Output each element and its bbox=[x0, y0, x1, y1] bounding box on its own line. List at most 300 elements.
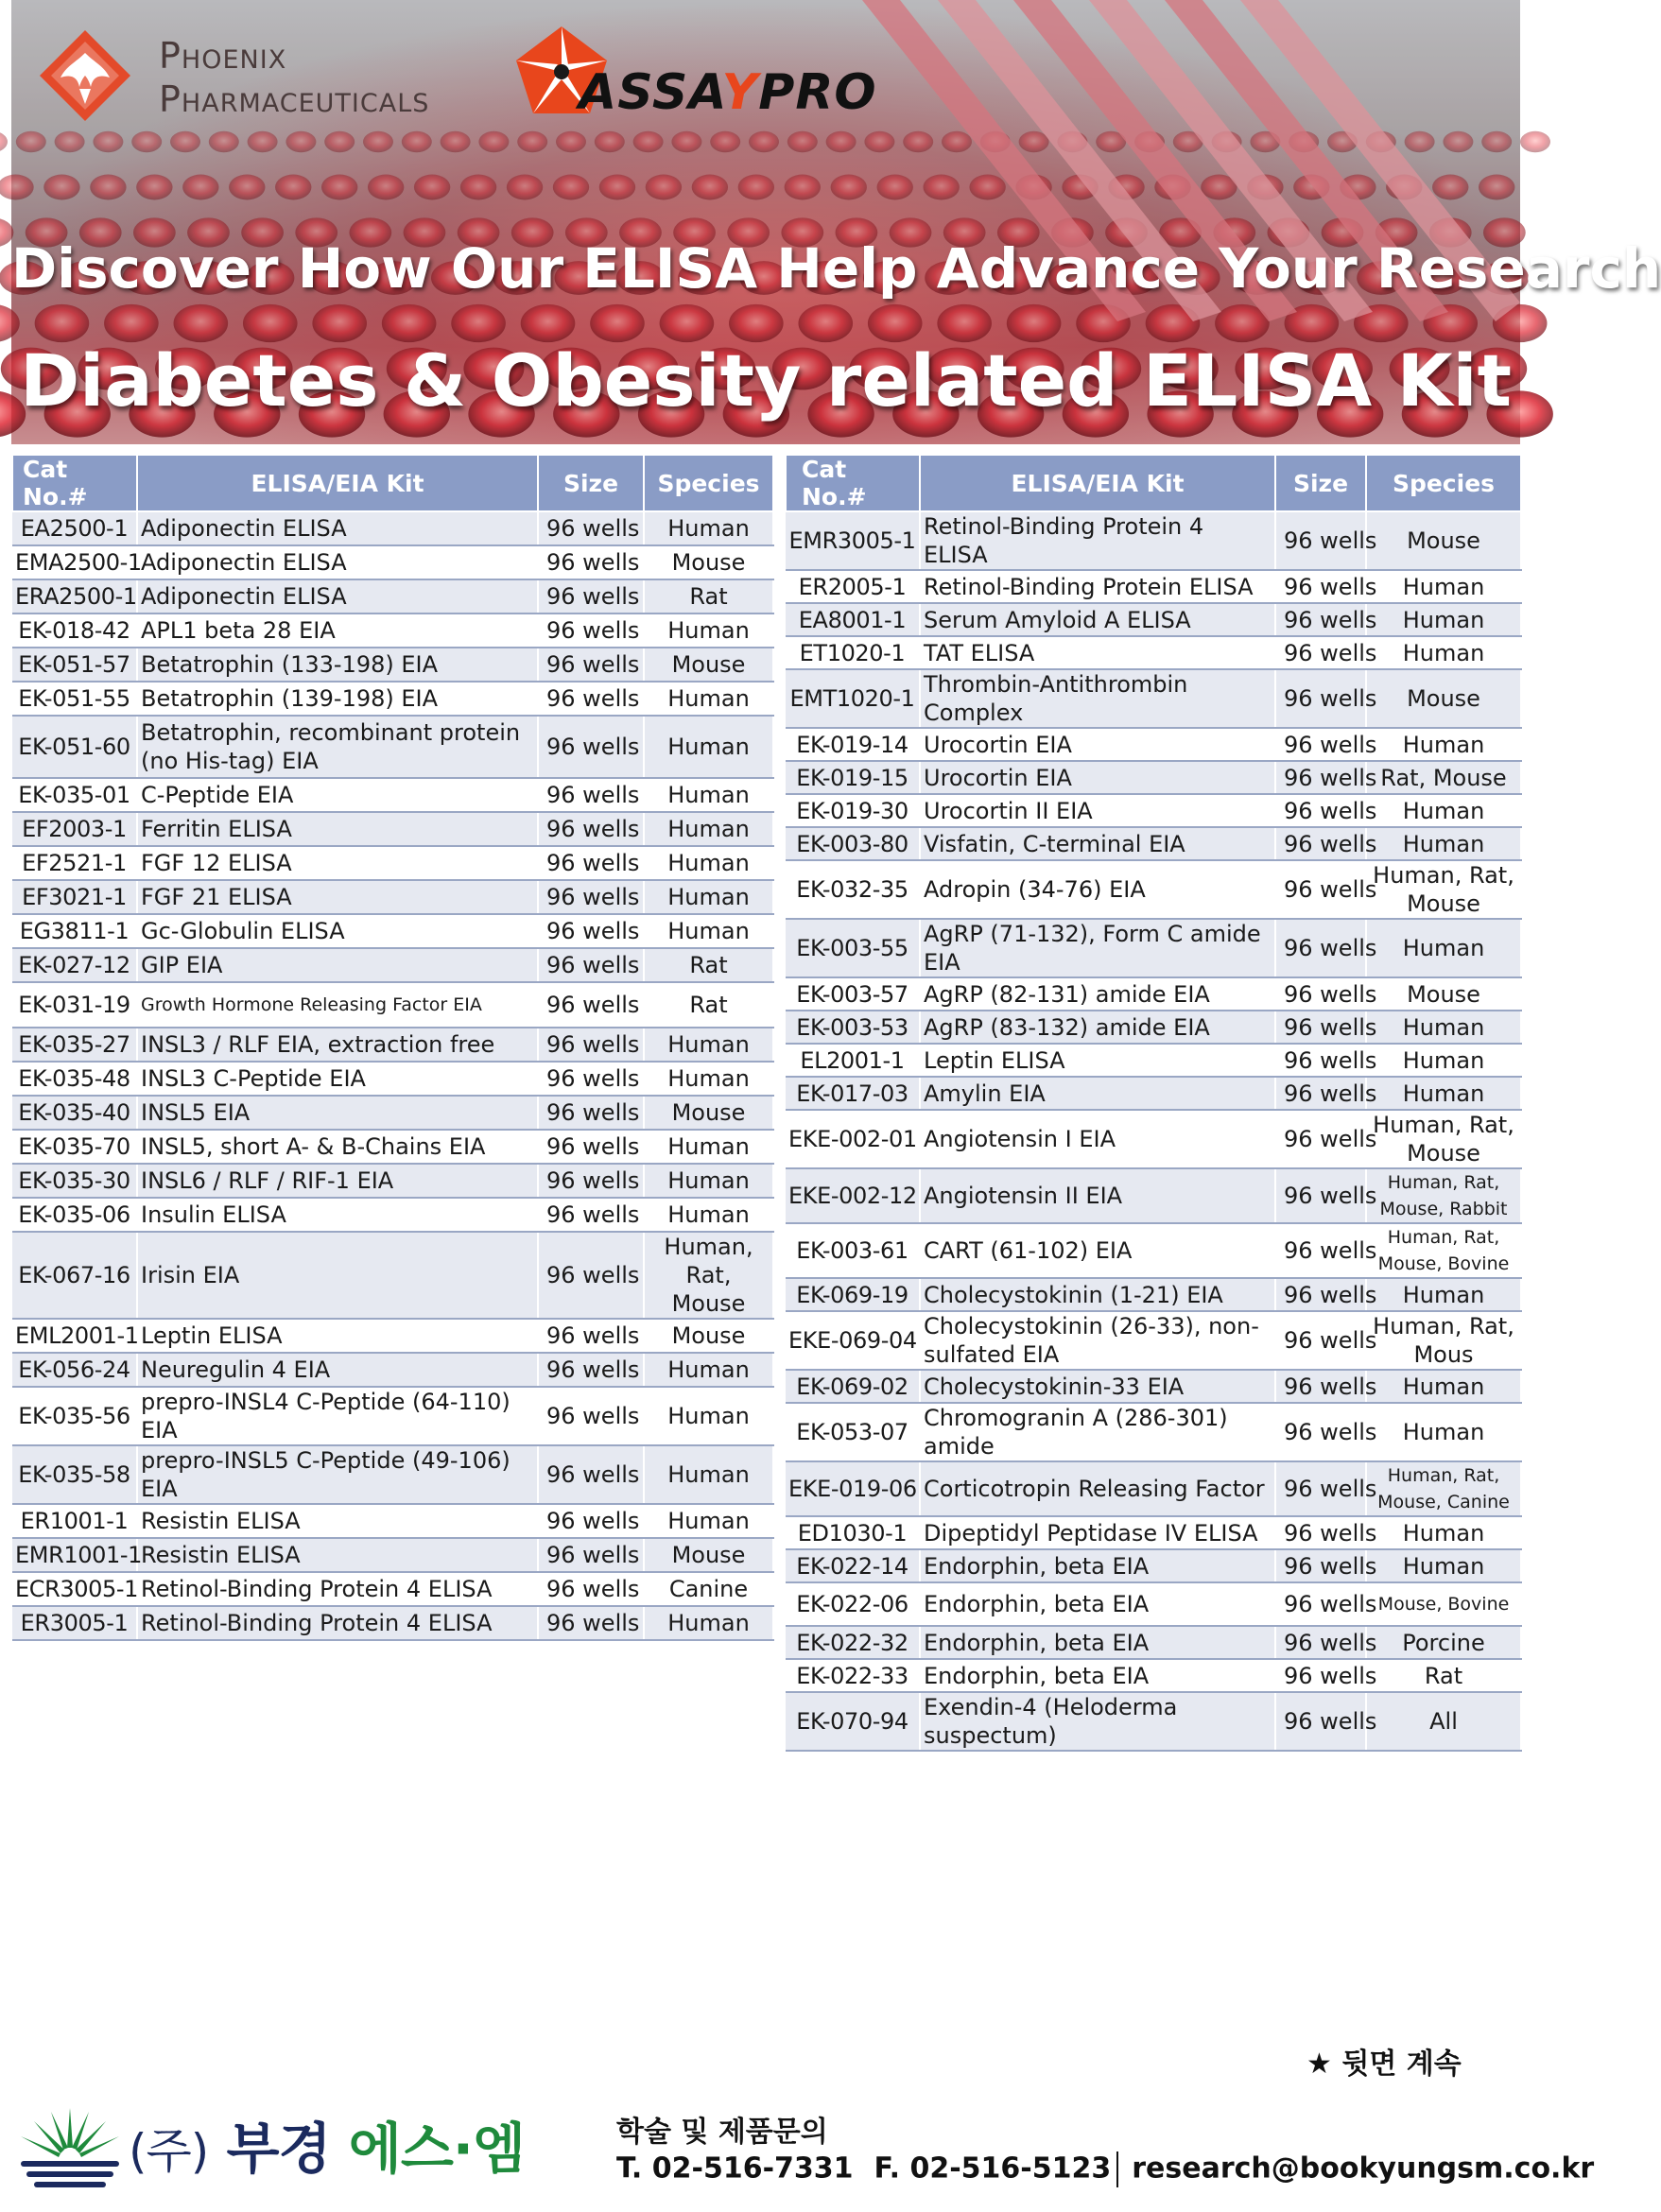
phoenix-line1: Phoenix bbox=[159, 35, 287, 77]
phoenix-emblem-icon bbox=[38, 28, 132, 123]
cell-cat-no: EK-022-32 bbox=[786, 1626, 920, 1659]
cell-size: 96 wells bbox=[1275, 669, 1366, 728]
cell-cat-no: EK-035-56 bbox=[12, 1387, 137, 1445]
cell-size: 96 wells bbox=[1275, 1168, 1366, 1223]
cell-cat-no: EK-019-14 bbox=[786, 728, 920, 761]
cell-kit: INSL5, short A- & B-Chains EIA bbox=[137, 1130, 538, 1164]
table-row bbox=[786, 636, 1521, 669]
table-row bbox=[786, 827, 1521, 860]
cell-kit: Dipeptidyl Peptidase IV ELISA bbox=[920, 1516, 1275, 1549]
cell-size: 96 wells bbox=[538, 1319, 644, 1353]
cell-cat-no: EK-051-55 bbox=[12, 682, 137, 716]
cell-species: All bbox=[1366, 1692, 1521, 1751]
cell-cat-no: ET1020-1 bbox=[786, 636, 920, 669]
cell-kit: Serum Amyloid A ELISA bbox=[920, 603, 1275, 636]
cell-species: Porcine bbox=[1366, 1626, 1521, 1659]
cell-kit: Betatrophin (139-198) EIA bbox=[137, 682, 538, 716]
table-row bbox=[12, 682, 773, 716]
cell-cat-no: EA8001-1 bbox=[786, 603, 920, 636]
cell-size: 96 wells bbox=[1275, 1011, 1366, 1044]
table-row bbox=[786, 761, 1521, 794]
table-row bbox=[786, 977, 1521, 1011]
cell-cat-no: EK-035-01 bbox=[12, 778, 137, 812]
cell-size: 96 wells bbox=[538, 1130, 644, 1164]
cell-cat-no: EG3811-1 bbox=[12, 914, 137, 948]
cell-size: 96 wells bbox=[1275, 1370, 1366, 1403]
cell-size: 96 wells bbox=[538, 613, 644, 648]
cell-species: Rat bbox=[644, 948, 773, 982]
cell-size: 96 wells bbox=[538, 1353, 644, 1387]
cell-species: Rat, Mouse bbox=[1366, 761, 1521, 794]
cell-cat-no: EK-022-33 bbox=[786, 1659, 920, 1692]
cell-species: Human bbox=[644, 1445, 773, 1504]
cell-cat-no: EK-051-57 bbox=[12, 648, 137, 682]
cell-kit: Neuregulin 4 EIA bbox=[137, 1353, 538, 1387]
cell-species: Human bbox=[1366, 794, 1521, 827]
table-row bbox=[12, 579, 773, 613]
cell-kit: AgRP (71-132), Form C amide EIA bbox=[920, 919, 1275, 977]
cell-kit: Leptin ELISA bbox=[137, 1319, 538, 1353]
cell-species: Human bbox=[644, 1062, 773, 1096]
table-row bbox=[12, 1096, 773, 1130]
cell-cat-no: ER1001-1 bbox=[12, 1504, 137, 1538]
cell-kit: Retinol-Binding Protein 4 ELISA bbox=[137, 1606, 538, 1640]
cell-kit: APL1 beta 28 EIA bbox=[137, 613, 538, 648]
cell-cat-no: EK-031-19 bbox=[12, 982, 137, 1028]
cell-cat-no: EK-035-48 bbox=[12, 1062, 137, 1096]
cell-cat-no: ED1030-1 bbox=[786, 1516, 920, 1549]
cell-species: Human bbox=[644, 914, 773, 948]
cell-cat-no: EK-035-27 bbox=[12, 1028, 137, 1062]
cell-kit: Irisin EIA bbox=[137, 1232, 538, 1319]
product-table-left bbox=[11, 454, 774, 1641]
cell-kit: Resistin ELISA bbox=[137, 1538, 538, 1572]
cell-species: Human bbox=[1366, 1403, 1521, 1461]
table-row bbox=[786, 1223, 1521, 1278]
table-row bbox=[786, 1516, 1521, 1549]
cell-species: Rat bbox=[644, 579, 773, 613]
table-row bbox=[12, 914, 773, 948]
cell-cat-no: EK-032-35 bbox=[786, 860, 920, 919]
cell-kit: INSL6 / RLF / RIF-1 EIA bbox=[137, 1164, 538, 1198]
cell-size: 96 wells bbox=[1275, 1311, 1366, 1370]
cell-size: 96 wells bbox=[1275, 1077, 1366, 1110]
cell-species: Human bbox=[644, 1130, 773, 1164]
cell-kit: Adiponectin ELISA bbox=[137, 579, 538, 613]
phoenix-pharmaceuticals-logo bbox=[28, 21, 482, 125]
cell-size: 96 wells bbox=[1275, 603, 1366, 636]
cell-kit: GIP EIA bbox=[137, 948, 538, 982]
cell-kit: Gc-Globulin ELISA bbox=[137, 914, 538, 948]
bookyung-sm-brand bbox=[129, 2104, 525, 2184]
cell-species: Mouse bbox=[1366, 977, 1521, 1011]
cell-kit: Endorphin, beta EIA bbox=[920, 1582, 1275, 1626]
table-row bbox=[12, 1130, 773, 1164]
cell-species: Human bbox=[644, 880, 773, 914]
cell-kit: Betatrophin (133-198) EIA bbox=[137, 648, 538, 682]
cell-size: 96 wells bbox=[538, 716, 644, 778]
cell-kit: Betatrophin, recombinant protein (no His-tag) EIA bbox=[137, 716, 538, 778]
cell-kit: Adiponectin ELISA bbox=[137, 511, 538, 545]
table-row bbox=[786, 1370, 1521, 1403]
cell-cat-no: EK-070-94 bbox=[786, 1692, 920, 1751]
cell-size: 96 wells bbox=[1275, 1223, 1366, 1278]
cell-size: 96 wells bbox=[538, 1606, 644, 1640]
table-row bbox=[12, 880, 773, 914]
cell-species: Rat bbox=[1366, 1659, 1521, 1692]
cell-species: Human bbox=[644, 716, 773, 778]
cell-kit: Retinol-Binding Protein 4 ELISA bbox=[920, 511, 1275, 570]
cell-size: 96 wells bbox=[538, 1164, 644, 1198]
cell-cat-no: EK-035-40 bbox=[12, 1096, 137, 1130]
cell-species: Human bbox=[1366, 1549, 1521, 1582]
cell-size: 96 wells bbox=[1275, 1549, 1366, 1582]
cell-cat-no: EA2500-1 bbox=[12, 511, 137, 545]
cell-size: 96 wells bbox=[538, 1198, 644, 1232]
cell-cat-no: ERA2500-1 bbox=[12, 579, 137, 613]
table-row bbox=[12, 1164, 773, 1198]
table-row bbox=[12, 948, 773, 982]
table-row bbox=[12, 1232, 773, 1319]
assaypro-wordmark bbox=[579, 64, 877, 121]
cell-size: 96 wells bbox=[1275, 728, 1366, 761]
cell-size: 96 wells bbox=[1275, 1626, 1366, 1659]
cell-species: Human bbox=[1366, 1077, 1521, 1110]
phoenix-line2: Pharmaceuticals bbox=[159, 78, 430, 120]
cell-size: 96 wells bbox=[538, 778, 644, 812]
cell-size: 96 wells bbox=[1275, 1110, 1366, 1168]
cell-kit: FGF 12 ELISA bbox=[137, 846, 538, 880]
cell-cat-no: EK-003-55 bbox=[786, 919, 920, 977]
cell-cat-no: EK-019-30 bbox=[786, 794, 920, 827]
cell-species: Human bbox=[644, 682, 773, 716]
cell-size: 96 wells bbox=[1275, 636, 1366, 669]
table-body-left bbox=[12, 511, 773, 1640]
cell-cat-no: EK-069-02 bbox=[786, 1370, 920, 1403]
cell-kit: Endorphin, beta EIA bbox=[920, 1549, 1275, 1582]
well-dot bbox=[1520, 131, 1550, 152]
cell-size: 96 wells bbox=[1275, 1692, 1366, 1751]
cell-kit: Adiponectin ELISA bbox=[137, 545, 538, 579]
table-row bbox=[786, 1044, 1521, 1077]
col-header-cat: Cat No.# bbox=[786, 455, 920, 511]
cell-species: Human bbox=[1366, 1370, 1521, 1403]
cell-size: 96 wells bbox=[538, 1572, 644, 1606]
cell-species: Human, Rat, Mouse bbox=[644, 1232, 773, 1319]
table-row bbox=[786, 1110, 1521, 1168]
product-table-right bbox=[785, 454, 1522, 1752]
cell-cat-no: EF2521-1 bbox=[12, 846, 137, 880]
table-row bbox=[786, 1278, 1521, 1311]
table-row bbox=[12, 1387, 773, 1445]
cell-cat-no: EK-067-16 bbox=[12, 1232, 137, 1319]
cell-species: Human bbox=[644, 1504, 773, 1538]
cell-kit: Endorphin, beta EIA bbox=[920, 1659, 1275, 1692]
cell-size: 96 wells bbox=[538, 880, 644, 914]
contact-info bbox=[616, 2152, 1594, 2187]
cell-kit: C-Peptide EIA bbox=[137, 778, 538, 812]
cell-species: Human bbox=[1366, 1278, 1521, 1311]
cell-species: Mouse bbox=[644, 1096, 773, 1130]
brand-suffix: 에스·엠 bbox=[348, 2117, 525, 2181]
cell-size: 96 wells bbox=[538, 1062, 644, 1096]
cell-species: Human, Rat, Mous bbox=[1366, 1311, 1521, 1370]
cell-species: Human bbox=[1366, 570, 1521, 603]
col-header-kit: ELISA/EIA Kit bbox=[920, 455, 1275, 511]
cell-size: 96 wells bbox=[1275, 1582, 1366, 1626]
table-row bbox=[786, 1461, 1521, 1516]
cell-size: 96 wells bbox=[538, 1096, 644, 1130]
cell-size: 96 wells bbox=[1275, 919, 1366, 977]
cell-size: 96 wells bbox=[1275, 827, 1366, 860]
cell-cat-no: EF3021-1 bbox=[12, 880, 137, 914]
cell-species: Human bbox=[644, 846, 773, 880]
contact-fax: F. 02-516-5123 bbox=[874, 2152, 1112, 2186]
cell-cat-no: EF2003-1 bbox=[12, 812, 137, 846]
col-header-size: Size bbox=[538, 455, 644, 511]
table-row bbox=[12, 778, 773, 812]
assaypro-part-b: PRO bbox=[758, 64, 877, 121]
cell-cat-no: ER2005-1 bbox=[786, 570, 920, 603]
cell-size: 96 wells bbox=[538, 1232, 644, 1319]
cell-kit: Exendin-4 (Heloderma suspectum) bbox=[920, 1692, 1275, 1751]
table-row bbox=[12, 1028, 773, 1062]
brand-name: 부경 bbox=[226, 2117, 331, 2181]
table-row bbox=[12, 511, 773, 545]
cell-size: 96 wells bbox=[538, 579, 644, 613]
cell-species: Human bbox=[644, 613, 773, 648]
cell-size: 96 wells bbox=[538, 914, 644, 948]
cell-size: 96 wells bbox=[1275, 570, 1366, 603]
col-header-species: Species bbox=[644, 455, 773, 511]
contact-tel: T. 02-516-7331 bbox=[616, 2152, 854, 2186]
cell-species: Human, Rat, Mouse bbox=[1366, 860, 1521, 919]
cell-species: Human bbox=[1366, 1516, 1521, 1549]
cell-size: 96 wells bbox=[1275, 1278, 1366, 1311]
cell-species: Human bbox=[644, 1198, 773, 1232]
cell-kit: Growth Hormone Releasing Factor EIA bbox=[137, 982, 538, 1028]
cell-species: Mouse, Bovine bbox=[1366, 1582, 1521, 1626]
cell-kit: Cholecystokinin-33 EIA bbox=[920, 1370, 1275, 1403]
cell-kit: Leptin ELISA bbox=[920, 1044, 1275, 1077]
cell-cat-no: EKE-019-06 bbox=[786, 1461, 920, 1516]
table-row bbox=[12, 613, 773, 648]
cell-kit: AgRP (82-131) amide EIA bbox=[920, 977, 1275, 1011]
cell-species: Human bbox=[1366, 919, 1521, 977]
cell-species: Human bbox=[1366, 728, 1521, 761]
table-row bbox=[12, 846, 773, 880]
table-row bbox=[12, 1062, 773, 1096]
headline-subtitle: Discover How Our ELISA Help Advance Your Research bbox=[11, 236, 1661, 301]
cell-species: Human bbox=[644, 511, 773, 545]
cell-species: Human, Rat, Mouse, Rabbit bbox=[1366, 1168, 1521, 1223]
cell-size: 96 wells bbox=[1275, 511, 1366, 570]
cell-size: 96 wells bbox=[538, 545, 644, 579]
table-row bbox=[12, 1606, 773, 1640]
table-row bbox=[12, 1504, 773, 1538]
cell-cat-no: EL2001-1 bbox=[786, 1044, 920, 1077]
contact-title: 학술 및 제품문의 bbox=[616, 2116, 828, 2149]
cell-kit: Resistin ELISA bbox=[137, 1504, 538, 1538]
table-row bbox=[12, 1538, 773, 1572]
contact-email-link[interactable]: research@bookyungsm.co.kr bbox=[1132, 2152, 1595, 2186]
table-row bbox=[786, 603, 1521, 636]
cell-species: Canine bbox=[644, 1572, 773, 1606]
table-row bbox=[12, 1198, 773, 1232]
cell-size: 96 wells bbox=[1275, 1516, 1366, 1549]
cell-species: Mouse bbox=[644, 648, 773, 682]
bookyung-sm-emblem-icon bbox=[13, 2100, 127, 2195]
cell-kit: prepro-INSL4 C-Peptide (64-110) EIA bbox=[137, 1387, 538, 1445]
brand-paren: (주) bbox=[129, 2124, 209, 2179]
cell-size: 96 wells bbox=[1275, 794, 1366, 827]
cell-size: 96 wells bbox=[538, 1028, 644, 1062]
table-header-row bbox=[12, 455, 773, 511]
cell-size: 96 wells bbox=[538, 1538, 644, 1572]
table-row bbox=[12, 716, 773, 778]
header-banner bbox=[11, 0, 1661, 444]
cell-cat-no: EMA2500-1 bbox=[12, 545, 137, 579]
cell-cat-no: EK-035-70 bbox=[12, 1130, 137, 1164]
cell-species: Human bbox=[1366, 1044, 1521, 1077]
cell-cat-no: EK-003-80 bbox=[786, 827, 920, 860]
cell-kit: Chromogranin A (286-301) amide bbox=[920, 1403, 1275, 1461]
cell-cat-no: EMR3005-1 bbox=[786, 511, 920, 570]
table-header-row bbox=[786, 455, 1521, 511]
cell-kit: Retinol-Binding Protein ELISA bbox=[920, 570, 1275, 603]
assaypro-part-y: Y bbox=[721, 64, 759, 121]
cell-size: 96 wells bbox=[1275, 1461, 1366, 1516]
cell-size: 96 wells bbox=[538, 1387, 644, 1445]
cell-kit: Amylin EIA bbox=[920, 1077, 1275, 1110]
cell-kit: Retinol-Binding Protein 4 ELISA bbox=[137, 1572, 538, 1606]
cell-species: Human bbox=[644, 1606, 773, 1640]
cell-species: Rat bbox=[644, 982, 773, 1028]
cell-kit: Insulin ELISA bbox=[137, 1198, 538, 1232]
cell-size: 96 wells bbox=[538, 1504, 644, 1538]
cell-cat-no: EK-069-19 bbox=[786, 1278, 920, 1311]
cell-cat-no: EK-003-61 bbox=[786, 1223, 920, 1278]
table-row bbox=[786, 919, 1521, 977]
cell-kit: Thrombin-Antithrombin Complex bbox=[920, 669, 1275, 728]
table-row bbox=[786, 1011, 1521, 1044]
table-row bbox=[786, 1692, 1521, 1751]
cell-species: Mouse bbox=[1366, 669, 1521, 728]
cell-size: 96 wells bbox=[1275, 1659, 1366, 1692]
cell-kit: Urocortin EIA bbox=[920, 728, 1275, 761]
cell-kit: Endorphin, beta EIA bbox=[920, 1626, 1275, 1659]
table-row bbox=[786, 1582, 1521, 1626]
cell-size: 96 wells bbox=[538, 982, 644, 1028]
cell-species: Human bbox=[644, 1353, 773, 1387]
cell-cat-no: EMT1020-1 bbox=[786, 669, 920, 728]
cell-cat-no: EK-035-30 bbox=[12, 1164, 137, 1198]
cell-kit: INSL3 C-Peptide EIA bbox=[137, 1062, 538, 1096]
cell-cat-no: EKE-002-01 bbox=[786, 1110, 920, 1168]
cell-cat-no: EK-003-53 bbox=[786, 1011, 920, 1044]
table-body-right bbox=[786, 511, 1521, 1751]
cell-cat-no: EK-003-57 bbox=[786, 977, 920, 1011]
cell-size: 96 wells bbox=[1275, 1403, 1366, 1461]
cell-kit: INSL3 / RLF EIA, extraction free bbox=[137, 1028, 538, 1062]
cell-species: Human bbox=[1366, 603, 1521, 636]
cell-species: Human bbox=[1366, 1011, 1521, 1044]
table-row bbox=[786, 1626, 1521, 1659]
table-row bbox=[786, 1077, 1521, 1110]
cell-species: Mouse bbox=[1366, 511, 1521, 570]
cell-kit: Cholecystokinin (1-21) EIA bbox=[920, 1278, 1275, 1311]
cell-kit: Angiotensin II EIA bbox=[920, 1168, 1275, 1223]
cell-size: 96 wells bbox=[538, 948, 644, 982]
cell-kit: FGF 21 ELISA bbox=[137, 880, 538, 914]
cell-size: 96 wells bbox=[538, 682, 644, 716]
table-row bbox=[12, 1353, 773, 1387]
cell-cat-no: EKE-069-04 bbox=[786, 1311, 920, 1370]
cell-cat-no: EK-035-58 bbox=[12, 1445, 137, 1504]
cell-size: 96 wells bbox=[538, 511, 644, 545]
table-row bbox=[12, 982, 773, 1028]
cell-cat-no: EKE-002-12 bbox=[786, 1168, 920, 1223]
cell-kit: TAT ELISA bbox=[920, 636, 1275, 669]
cell-cat-no: EK-056-24 bbox=[12, 1353, 137, 1387]
cell-cat-no: EK-019-15 bbox=[786, 761, 920, 794]
cell-cat-no: EK-018-42 bbox=[12, 613, 137, 648]
cell-species: Human bbox=[644, 1028, 773, 1062]
cell-kit: Adropin (34-76) EIA bbox=[920, 860, 1275, 919]
col-header-kit: ELISA/EIA Kit bbox=[137, 455, 538, 511]
cell-species: Human, Rat, Mouse bbox=[1366, 1110, 1521, 1168]
cell-species: Mouse bbox=[644, 1319, 773, 1353]
cell-cat-no: ER3005-1 bbox=[12, 1606, 137, 1640]
table-row bbox=[786, 1659, 1521, 1692]
table-row bbox=[12, 1319, 773, 1353]
assaypro-part-a: ASSA bbox=[579, 64, 722, 121]
headline-title: Diabetes & Obesity related ELISA Kit bbox=[20, 338, 1512, 423]
table-row bbox=[786, 1549, 1521, 1582]
cell-species: Human bbox=[644, 1164, 773, 1198]
table-row bbox=[786, 1403, 1521, 1461]
cell-size: 96 wells bbox=[538, 1445, 644, 1504]
cell-kit: AgRP (83-132) amide EIA bbox=[920, 1011, 1275, 1044]
assaypro-logo bbox=[503, 23, 877, 127]
cell-species: Mouse bbox=[644, 1538, 773, 1572]
cell-kit: INSL5 EIA bbox=[137, 1096, 538, 1130]
table-row bbox=[12, 545, 773, 579]
cell-species: Human bbox=[644, 1387, 773, 1445]
cell-size: 96 wells bbox=[1275, 761, 1366, 794]
cell-species: Mouse bbox=[644, 545, 773, 579]
cell-cat-no: EK-022-06 bbox=[786, 1582, 920, 1626]
cell-species: Human bbox=[644, 778, 773, 812]
col-header-cat: Cat No.# bbox=[12, 455, 137, 511]
col-header-species: Species bbox=[1366, 455, 1521, 511]
table-row bbox=[12, 1445, 773, 1504]
cell-cat-no: EK-017-03 bbox=[786, 1077, 920, 1110]
cell-species: Human bbox=[644, 812, 773, 846]
cell-cat-no: EK-051-60 bbox=[12, 716, 137, 778]
table-row bbox=[786, 1311, 1521, 1370]
cell-size: 96 wells bbox=[538, 648, 644, 682]
cell-species: Human bbox=[1366, 636, 1521, 669]
continued-note: ★ 뒷면 계속 bbox=[1306, 2048, 1462, 2081]
cell-kit: Ferritin ELISA bbox=[137, 812, 538, 846]
cell-kit: Urocortin II EIA bbox=[920, 794, 1275, 827]
col-header-size: Size bbox=[1275, 455, 1366, 511]
cell-species: Human, Rat, Mouse, Canine bbox=[1366, 1461, 1521, 1516]
cell-kit: Angiotensin I EIA bbox=[920, 1110, 1275, 1168]
cell-species: Human bbox=[1366, 827, 1521, 860]
table-row bbox=[786, 860, 1521, 919]
